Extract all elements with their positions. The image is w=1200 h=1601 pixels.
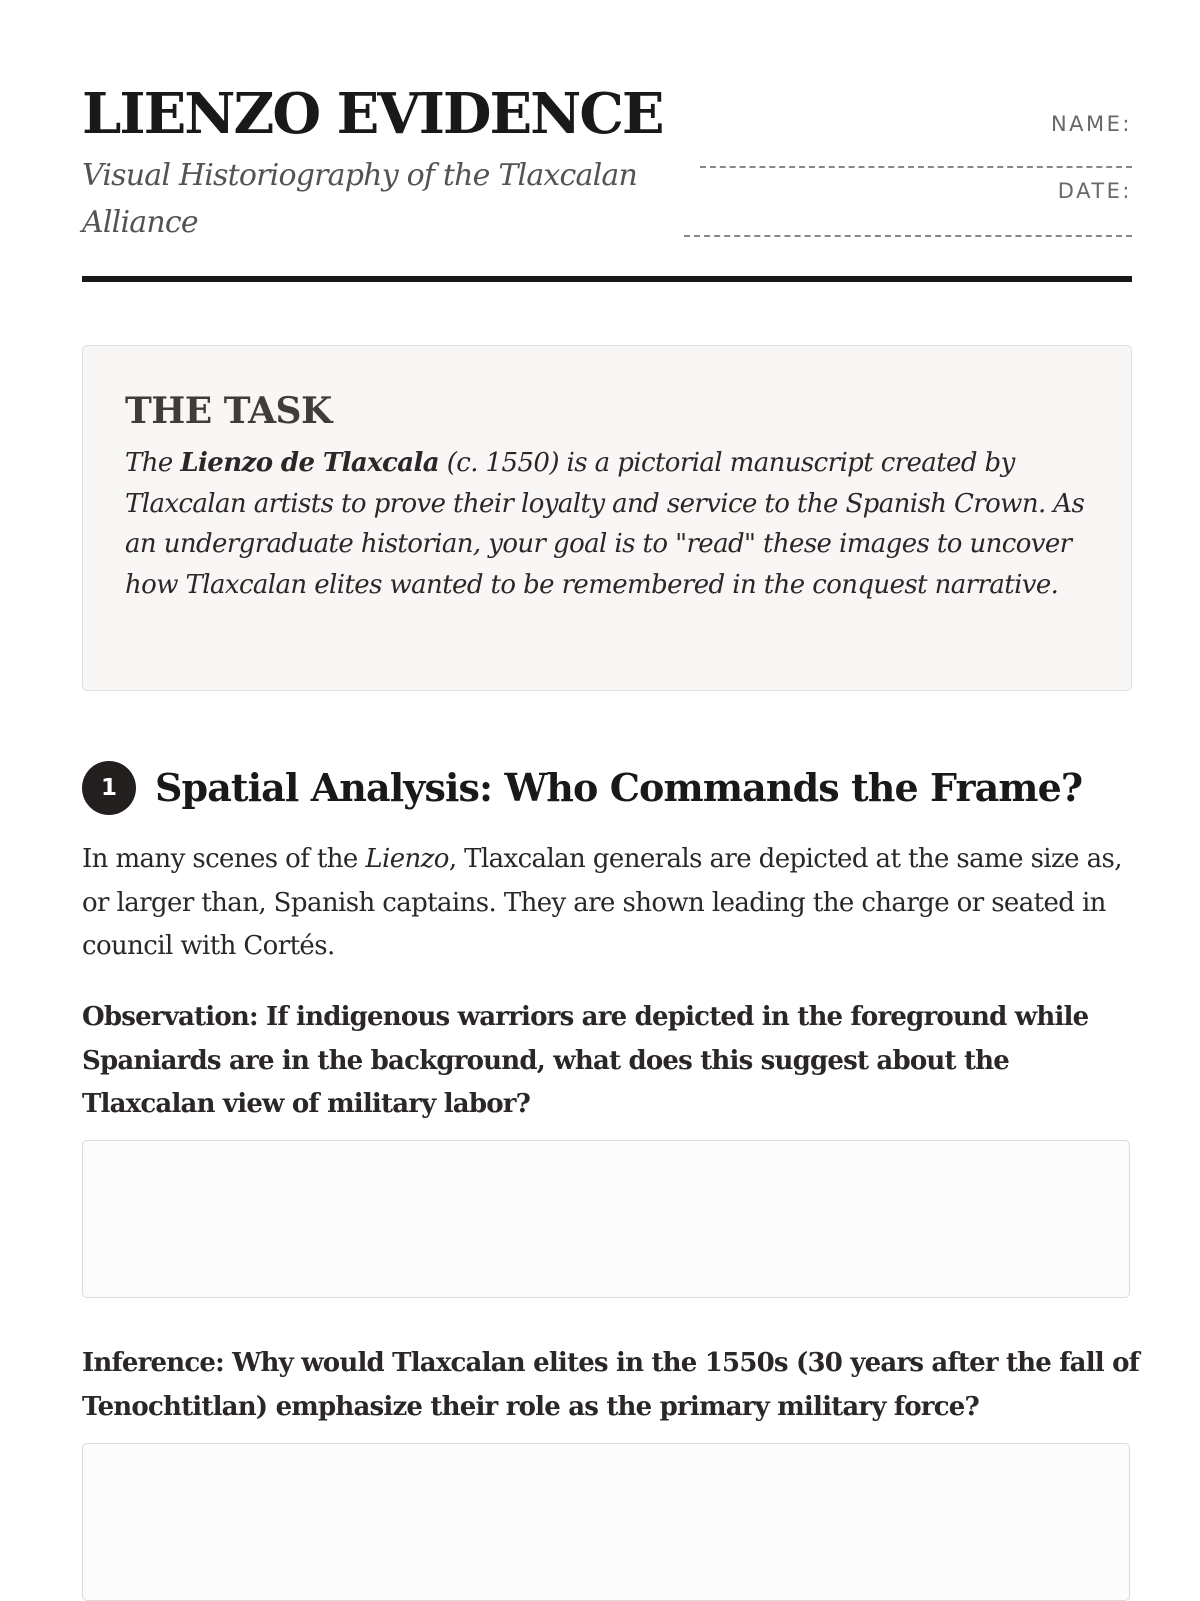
intro-start: In many scenes of the [82,844,366,874]
name-field[interactable] [700,166,1132,168]
header-divider [82,276,1132,282]
section-1-header [82,758,1132,818]
task-description-start: The [125,448,181,478]
observation-answer-box[interactable] [82,1140,1130,1298]
intro-rest: , Tlaxcalan generals are depicted at the same size as, or larger than, Spanish captains. They are shown leading the charge or seated in council with Cortés. [82,844,1122,961]
worksheet-subtitle: Visual Historiography of the Tlaxcalan Alliance [82,158,638,240]
section-number-badge: 1 [82,761,136,815]
inference-answer-box[interactable] [82,1443,1130,1601]
worksheet-page [82,0,1140,1600]
worksheet-title: LIENZO EVIDENCE [82,81,663,147]
task-heading: THE TASK [125,390,332,432]
name-label: NAME: [1050,112,1132,136]
section-1-title: Spatial Analysis: Who Commands the Frame? [155,765,1083,810]
task-description [125,443,1085,605]
date-field[interactable] [684,235,1132,237]
date-label: DATE: [1057,179,1132,203]
intro-lienzo: Lienzo [365,844,449,874]
observation-question: Observation: If indigenous warriors are depicted in the foreground while Spaniards are in the background, what does this suggest about the Tlaxcalan view of military labor? [82,1002,1089,1119]
inference-question: Inference: Why would Tlaxcalan elites in the 1550s (30 years after the fall of Tenochtitlan) emphasize their role as the primary military force? [82,1348,1140,1422]
section-1-intro [82,838,1142,969]
worksheet-header [82,80,1132,290]
task-box [82,345,1132,691]
manuscript-name: Lienzo de Tlaxcala [180,448,440,478]
task-description-rest: (c. 1550) is a pictorial manuscript created by Tlaxcalan artists to prove their loyalty and service to the Spanish Crown. As an undergraduate historian, your goal is to "read" these images to uncover how Tlaxcalan elites wanted to be remembered in the conquest narrative. [125,448,1085,600]
